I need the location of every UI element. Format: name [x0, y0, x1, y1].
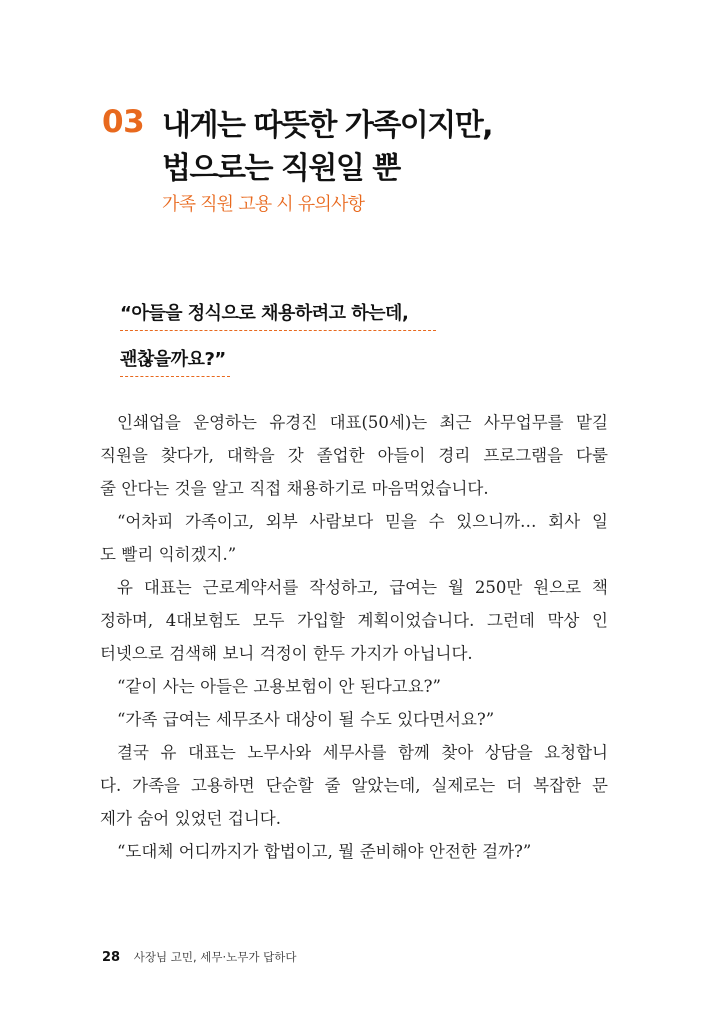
body-line: 직원을 찾다가, 대학을 갓 졸업한 아들이 경리 프로그램을 다룰	[100, 446, 608, 465]
body-line: “도대체 어디까지가 합법이고, 뭘 준비해야 안전한 걸까?”	[117, 842, 532, 861]
body-line: 정하며, 4대보험도 모두 가입할 계획이었습니다. 그런데 막상 인	[100, 611, 608, 630]
body-text	[100, 406, 608, 868]
chapter-title-line: 법으로는 직원일 뿐	[162, 151, 400, 186]
pull-quote	[120, 299, 436, 377]
chapter-number: 03	[102, 104, 145, 140]
body-line: 인쇄업을 운영하는 유경진 대표(50세)는 최근 사무업무를 맡길	[117, 413, 608, 432]
chapter-title	[162, 104, 492, 190]
body-line: 결국 유 대표는 노무사와 세무사를 함께 찾아 상담을 요청합니	[117, 743, 608, 762]
body-line: 다. 가족을 고용하면 단순할 줄 알았는데, 실제로는 더 복잡한 문	[100, 776, 608, 795]
pull-quote-line: “아들을 정식으로 채용하려고 하는데,	[120, 299, 436, 331]
page-footer	[102, 949, 296, 965]
body-line: 터넷으로 검색해 보니 걱정이 한두 가지가 아닙니다.	[100, 644, 473, 663]
page-number: 28	[102, 950, 121, 965]
body-line: 도 빨리 익히겠지.”	[100, 545, 237, 564]
chapter-subtitle: 가족 직원 고용 시 유의사항	[162, 194, 365, 215]
pull-quote-line: 괜찮을까요?”	[120, 345, 230, 377]
body-line: 줄 안다는 것을 알고 직접 채용하기로 마음먹었습니다.	[100, 479, 489, 498]
chapter-title-line: 내게는 따뜻한 가족이지만,	[162, 108, 493, 143]
running-title: 사장님 고민, 세무·노무가 답하다	[133, 950, 297, 964]
body-line: “같이 사는 아들은 고용보험이 안 된다고요?”	[117, 677, 441, 696]
body-line: 유 대표는 근로계약서를 작성하고, 급여는 월 250만 원으로 책	[117, 578, 608, 597]
body-line: “어차피 가족이고, 외부 사람보다 믿을 수 있으니까… 회사 일	[117, 512, 608, 531]
body-line: 제가 숨어 있었던 겁니다.	[100, 809, 281, 828]
body-line: “가족 급여는 세무조사 대상이 될 수도 있다면서요?”	[117, 710, 495, 729]
